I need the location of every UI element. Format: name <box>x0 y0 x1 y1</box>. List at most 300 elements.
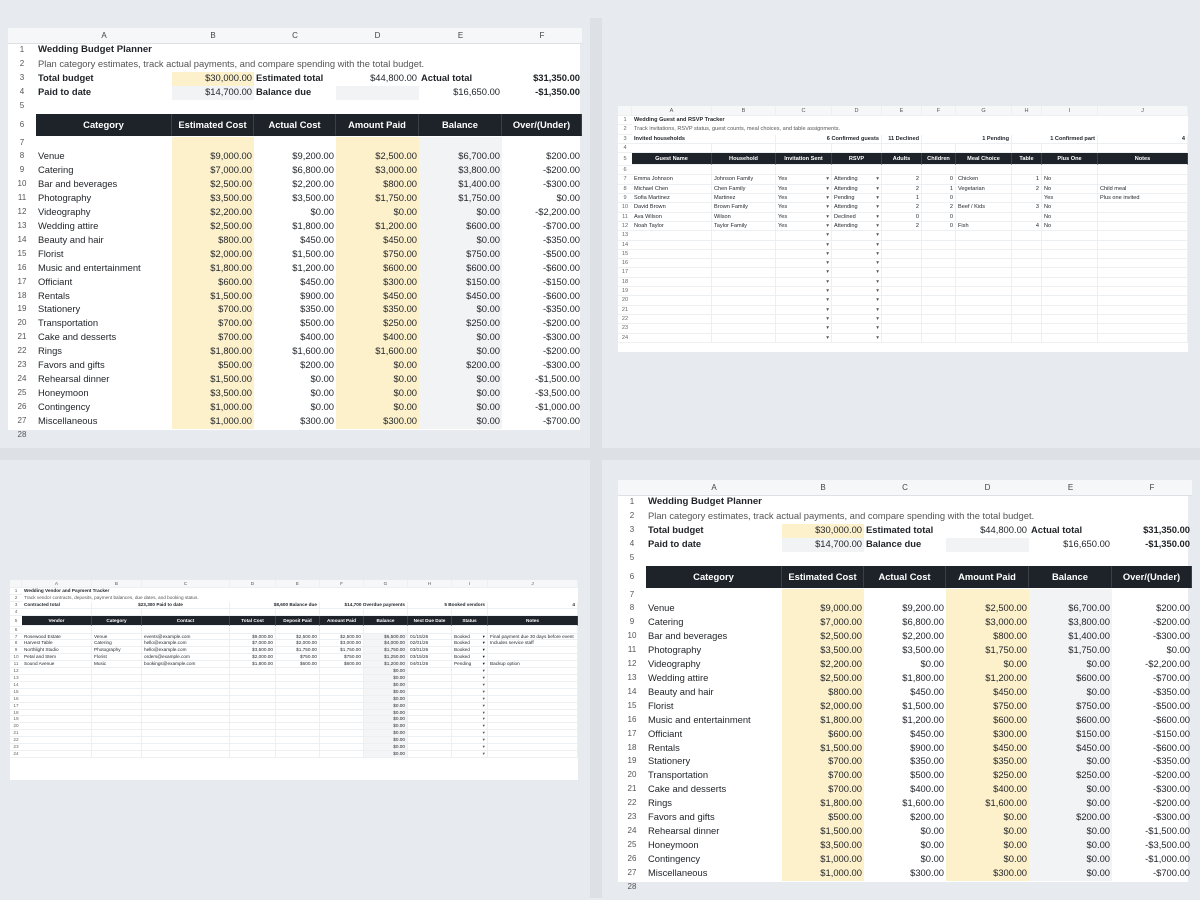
amount-paid-cell[interactable]: $1,200.00 <box>336 220 419 234</box>
balance-cell[interactable]: $1,400.00 <box>1029 630 1112 644</box>
vendor-cell[interactable]: Harvest Table <box>22 640 92 647</box>
cell[interactable] <box>956 296 1012 305</box>
summary-count[interactable]: 4 <box>488 602 578 609</box>
cell[interactable] <box>1098 166 1188 175</box>
cell[interactable] <box>712 287 776 296</box>
cell[interactable] <box>882 144 922 153</box>
cell[interactable] <box>956 241 1012 250</box>
guest-cell[interactable]: Taylor Family <box>712 222 776 231</box>
actual-cost-cell[interactable]: $6,800.00 <box>292 164 334 176</box>
cell[interactable] <box>452 689 488 696</box>
actual-cost-cell[interactable]: $200.00 <box>300 359 334 371</box>
sheet-subtitle[interactable]: Track invitations, RSVP status, guest counts, meal choices, and table assignments. <box>634 126 841 133</box>
cell[interactable] <box>142 609 230 616</box>
column-header-d[interactable]: D <box>230 580 276 588</box>
cell[interactable] <box>408 710 452 717</box>
cell[interactable] <box>22 609 92 616</box>
cell[interactable] <box>502 100 582 114</box>
summary-count[interactable]: 4 <box>1098 135 1188 144</box>
guest-cell[interactable] <box>1098 203 1188 212</box>
cell[interactable] <box>320 716 364 723</box>
guest-cell[interactable]: Vegetarian <box>956 185 1012 194</box>
balance-cell[interactable]: $0.00 <box>1029 783 1112 797</box>
balance-cell[interactable]: $1,750.00 <box>1029 644 1112 658</box>
dropdown-arrow-icon[interactable]: ▾ <box>876 325 879 332</box>
cell[interactable] <box>488 627 578 634</box>
category-cell[interactable]: Catering <box>648 616 684 628</box>
amount-paid-cell[interactable]: $0.00 <box>336 373 419 387</box>
amount-paid-cell[interactable]: $0.00 <box>946 825 1029 839</box>
balance-cell[interactable]: $150.00 <box>1029 728 1112 742</box>
vendor-cell[interactable]: Booked ▾ <box>452 647 488 654</box>
cell[interactable] <box>776 231 832 240</box>
cell[interactable] <box>1012 231 1042 240</box>
balance-cell[interactable]: $750.00 <box>1029 700 1112 714</box>
table-header-amount-paid[interactable]: Amount Paid <box>946 566 1029 588</box>
dropdown-arrow-icon[interactable]: ▾ <box>876 278 879 285</box>
paid-to-date-value[interactable]: $14,700.00 <box>172 86 254 100</box>
column-header-d[interactable]: D <box>832 106 882 116</box>
cell[interactable] <box>712 259 776 268</box>
cell[interactable] <box>956 287 1012 296</box>
cell[interactable] <box>142 723 230 730</box>
dropdown-arrow-icon[interactable]: ▾ <box>876 185 879 192</box>
guest-cell[interactable]: Attending ▾ <box>832 203 882 212</box>
vendor-cell[interactable]: $600.00 <box>320 661 364 668</box>
cell[interactable] <box>776 144 832 153</box>
amount-paid-cell[interactable]: $0.00 <box>946 658 1029 672</box>
sheet-title[interactable]: Wedding Vendor and Payment Tracker <box>24 588 110 593</box>
dropdown-arrow-icon[interactable]: ▾ <box>876 260 879 267</box>
cell[interactable] <box>142 730 230 737</box>
cell[interactable] <box>142 744 230 751</box>
cell[interactable] <box>488 703 578 710</box>
dropdown-arrow-icon[interactable]: ▾ <box>482 695 485 701</box>
table-header-next-due-date[interactable]: Next Due Date <box>408 616 452 626</box>
cell[interactable] <box>632 250 712 259</box>
cell[interactable] <box>36 100 172 114</box>
dropdown-arrow-icon[interactable]: ▾ <box>876 222 879 229</box>
cell[interactable] <box>336 86 419 100</box>
summary-label[interactable]: Invited households <box>632 135 776 144</box>
category-cell[interactable]: Videography <box>38 206 91 218</box>
category-cell[interactable]: Bar and beverages <box>648 630 728 642</box>
guest-cell[interactable]: No <box>1042 203 1098 212</box>
amount-paid-cell[interactable]: $1,600.00 <box>336 345 419 359</box>
balance-cell[interactable]: $0.00 <box>419 303 502 317</box>
dropdown-arrow-icon[interactable]: ▾ <box>482 750 485 756</box>
category-cell[interactable]: Stationery <box>38 303 81 315</box>
cell[interactable] <box>36 429 172 443</box>
guest-cell[interactable] <box>1012 194 1042 203</box>
guest-cell[interactable]: 2 <box>882 203 922 212</box>
vendor-cell[interactable]: $750.00 <box>276 654 320 661</box>
estimated-cost-cell[interactable]: $9,000.00 <box>172 150 254 164</box>
cell[interactable] <box>1112 496 1192 510</box>
balance-cell[interactable]: $0.00 <box>419 234 502 248</box>
estimated-cost-cell[interactable]: $800.00 <box>172 234 254 248</box>
category-cell[interactable]: Beauty and hair <box>648 685 714 697</box>
dropdown-arrow-icon[interactable]: ▾ <box>482 730 485 736</box>
guest-cell[interactable]: 0 <box>922 213 956 222</box>
dropdown-arrow-icon[interactable]: ▾ <box>482 702 485 708</box>
cell[interactable] <box>832 144 882 153</box>
actual-cost-cell[interactable]: $900.00 <box>910 741 944 753</box>
cell[interactable] <box>320 710 364 717</box>
vendor-cell[interactable]: $1,250.00 <box>364 654 408 661</box>
guest-cell[interactable] <box>1098 222 1188 231</box>
guest-cell[interactable]: Wilson <box>712 213 776 222</box>
category-cell[interactable]: Videography <box>648 658 701 670</box>
amount-paid-cell[interactable]: $300.00 <box>336 276 419 290</box>
cell[interactable] <box>142 703 230 710</box>
amount-paid-cell[interactable]: $600.00 <box>946 714 1029 728</box>
guest-cell[interactable]: 3 <box>1012 203 1042 212</box>
dropdown-arrow-icon[interactable]: ▾ <box>876 306 879 313</box>
column-header-a[interactable]: A <box>22 580 92 588</box>
cell[interactable] <box>832 315 882 324</box>
amount-paid-cell[interactable]: $450.00 <box>946 686 1029 700</box>
cell[interactable] <box>922 250 956 259</box>
balance-cell[interactable]: $200.00 <box>419 359 502 373</box>
estimated-cost-cell[interactable]: $700.00 <box>782 783 864 797</box>
cell[interactable] <box>488 710 578 717</box>
cell[interactable] <box>1012 296 1042 305</box>
cell[interactable] <box>22 668 92 675</box>
amount-paid-cell[interactable]: $0.00 <box>336 387 419 401</box>
column-header-j[interactable]: J <box>488 580 578 588</box>
dropdown-arrow-icon[interactable]: ▾ <box>876 241 879 248</box>
sheet-subtitle[interactable]: Plan category estimates, track actual payments, and compare spending with the total budget. <box>38 57 425 69</box>
actual-cost-cell[interactable]: $450.00 <box>910 727 944 739</box>
actual-cost-cell[interactable]: $3,500.00 <box>902 644 944 656</box>
category-cell[interactable]: Wedding attire <box>648 671 709 683</box>
cell[interactable] <box>1029 589 1112 603</box>
over-under-cell[interactable]: $0.00 <box>556 192 580 204</box>
column-header-c[interactable]: C <box>142 580 230 588</box>
cell[interactable] <box>419 44 502 58</box>
vendor-cell[interactable]: $2,500.00 <box>320 634 364 641</box>
vendor-cell[interactable]: bookings@example.com <box>142 661 230 668</box>
cell[interactable] <box>22 737 92 744</box>
cell[interactable] <box>408 675 452 682</box>
cell[interactable] <box>864 552 946 566</box>
balance-cell[interactable]: $0.00 <box>419 345 502 359</box>
estimated-cost-cell[interactable]: $700.00 <box>782 769 864 783</box>
amount-paid-cell[interactable]: $350.00 <box>336 303 419 317</box>
summary-partial[interactable]: 1 Confirmed part <box>1012 135 1098 144</box>
balance-cell[interactable]: $1,750.00 <box>419 192 502 206</box>
cell[interactable] <box>92 716 142 723</box>
balance-cell[interactable]: $0.00 <box>1029 839 1112 853</box>
category-cell[interactable]: Rentals <box>648 741 680 753</box>
table-header-category[interactable]: Category <box>646 566 782 588</box>
cell[interactable] <box>276 737 320 744</box>
cell[interactable] <box>336 100 419 114</box>
vendor-cell[interactable]: $1,750.00 <box>320 647 364 654</box>
column-header-c[interactable]: C <box>254 28 336 44</box>
cell[interactable] <box>882 268 922 277</box>
guest-cell[interactable]: Martinez <box>712 194 776 203</box>
actual-cost-cell[interactable]: $300.00 <box>300 414 334 426</box>
guest-cell[interactable] <box>956 213 1012 222</box>
cell[interactable] <box>832 334 882 343</box>
cell[interactable] <box>22 675 92 682</box>
vendor-cell[interactable]: hello@example.com <box>142 640 230 647</box>
estimated-cost-cell[interactable]: $1,000.00 <box>782 853 864 867</box>
cell[interactable] <box>632 306 712 315</box>
guest-cell[interactable]: Fish <box>956 222 1012 231</box>
cell[interactable] <box>956 144 1012 153</box>
cell[interactable] <box>776 268 832 277</box>
estimated-cost-cell[interactable]: $1,000.00 <box>782 867 864 881</box>
cell[interactable] <box>276 609 320 616</box>
category-cell[interactable]: Rehearsal dinner <box>38 372 110 384</box>
column-header-d[interactable]: D <box>336 28 419 44</box>
dropdown-arrow-icon[interactable]: ▾ <box>826 232 829 239</box>
estimated-cost-cell[interactable]: $3,500.00 <box>782 644 864 658</box>
cell[interactable] <box>230 675 276 682</box>
cell[interactable] <box>276 668 320 675</box>
over-under-cell[interactable]: $200.00 <box>546 150 580 162</box>
cell[interactable] <box>92 730 142 737</box>
estimated-cost-cell[interactable]: $1,500.00 <box>782 825 864 839</box>
dropdown-arrow-icon[interactable]: ▾ <box>826 222 829 229</box>
cell[interactable] <box>22 730 92 737</box>
amount-paid-cell[interactable]: $300.00 <box>336 415 419 429</box>
table-header-vendor[interactable]: Vendor <box>22 616 92 626</box>
column-header-a[interactable]: A <box>646 480 782 496</box>
category-cell[interactable]: Favors and gifts <box>38 359 105 371</box>
balance-cell[interactable]: $0.00 <box>364 723 408 730</box>
estimated-cost-cell[interactable]: $3,500.00 <box>782 839 864 853</box>
paid-to-date-label[interactable]: Paid to date <box>38 85 92 97</box>
estimated-total-label[interactable]: Estimated total <box>866 523 934 535</box>
dropdown-arrow-icon[interactable]: ▾ <box>826 269 829 276</box>
category-cell[interactable]: Honeymoon <box>38 386 89 398</box>
vendor-cell[interactable]: 03/15/26 <box>408 654 452 661</box>
guest-cell[interactable]: Attending ▾ <box>832 185 882 194</box>
cell[interactable] <box>142 696 230 703</box>
actual-cost-cell[interactable]: $2,200.00 <box>902 630 944 642</box>
over-under-cell[interactable]: -$350.00 <box>1152 755 1190 767</box>
actual-cost-cell[interactable]: $400.00 <box>910 783 944 795</box>
amount-paid-cell[interactable]: $450.00 <box>336 290 419 304</box>
balance-cell[interactable]: $250.00 <box>419 317 502 331</box>
amount-paid-cell[interactable]: $750.00 <box>946 700 1029 714</box>
balance-cell[interactable]: $750.00 <box>419 248 502 262</box>
cell[interactable] <box>142 627 230 634</box>
guest-cell[interactable]: 0 <box>922 194 956 203</box>
guest-cell[interactable]: Emma Johnson <box>632 175 712 184</box>
vendor-cell[interactable]: Music <box>92 661 142 668</box>
dropdown-arrow-icon[interactable]: ▾ <box>482 737 485 743</box>
cell[interactable] <box>419 137 502 151</box>
summary-pending[interactable]: 1 Pending <box>922 135 1012 144</box>
category-cell[interactable]: Music and entertainment <box>38 261 141 273</box>
estimated-cost-cell[interactable]: $500.00 <box>172 359 254 373</box>
cell[interactable] <box>832 324 882 333</box>
dropdown-arrow-icon[interactable]: ▾ <box>876 334 879 341</box>
cell[interactable] <box>1012 324 1042 333</box>
over-under-cell[interactable]: -$300.00 <box>1152 630 1190 642</box>
estimated-cost-cell[interactable]: $1,000.00 <box>172 415 254 429</box>
vendor-cell[interactable]: Final payment due 30 days before event <box>488 634 578 641</box>
cell[interactable] <box>882 166 922 175</box>
table-header-rsvp[interactable]: RSVP <box>832 153 882 165</box>
over-under-cell[interactable]: -$150.00 <box>542 275 580 287</box>
actual-cost-cell[interactable]: $500.00 <box>910 769 944 781</box>
cell[interactable] <box>230 627 276 634</box>
dropdown-arrow-icon[interactable]: ▾ <box>482 640 485 646</box>
table-header-notes[interactable]: Notes <box>488 616 578 626</box>
cell[interactable] <box>776 241 832 250</box>
cell[interactable] <box>254 137 336 151</box>
estimated-cost-cell[interactable]: $2,200.00 <box>172 206 254 220</box>
amount-paid-cell[interactable]: $750.00 <box>336 248 419 262</box>
amount-paid-cell[interactable]: $0.00 <box>336 401 419 415</box>
dropdown-arrow-icon[interactable]: ▾ <box>482 633 485 639</box>
cell[interactable] <box>92 696 142 703</box>
cell[interactable] <box>882 259 922 268</box>
category-cell[interactable]: Cake and desserts <box>38 331 117 343</box>
cell[interactable] <box>1012 268 1042 277</box>
over-under-cell[interactable]: -$600.00 <box>542 261 580 273</box>
estimated-cost-cell[interactable]: $2,000.00 <box>172 248 254 262</box>
cell[interactable] <box>832 259 882 268</box>
estimated-cost-cell[interactable]: $600.00 <box>172 276 254 290</box>
over-under-cell[interactable]: -$600.00 <box>542 289 580 301</box>
over-under-cell[interactable]: -$600.00 <box>1152 741 1190 753</box>
amount-paid-cell[interactable]: $600.00 <box>336 262 419 276</box>
estimated-total-label[interactable]: Estimated total <box>256 71 324 83</box>
guest-cell[interactable]: Johnson Family <box>712 175 776 184</box>
cell[interactable] <box>488 675 578 682</box>
vendor-cell[interactable]: $2,000.00 <box>230 654 276 661</box>
cell[interactable] <box>1012 278 1042 287</box>
column-header-i[interactable]: I <box>1042 106 1098 116</box>
cell[interactable] <box>276 696 320 703</box>
vendor-cell[interactable]: 02/01/26 <box>408 640 452 647</box>
balance-cell[interactable]: $1,400.00 <box>419 178 502 192</box>
cell[interactable] <box>882 324 922 333</box>
sheet-subtitle[interactable]: Track vendor contracts, deposits, payment balances, due dates, and booking status. <box>24 594 199 600</box>
balance-cell[interactable]: $3,800.00 <box>419 164 502 178</box>
actual-cost-cell[interactable]: $1,200.00 <box>292 261 334 273</box>
cell[interactable] <box>364 627 408 634</box>
over-under-cell[interactable]: -$200.00 <box>542 345 580 357</box>
cell[interactable] <box>488 682 578 689</box>
cell[interactable] <box>320 737 364 744</box>
amount-paid-cell[interactable]: $1,750.00 <box>336 192 419 206</box>
cell[interactable] <box>946 496 1029 510</box>
cell[interactable] <box>230 751 276 758</box>
cell[interactable] <box>22 627 92 634</box>
guest-cell[interactable]: No <box>1042 175 1098 184</box>
cell[interactable] <box>1042 324 1098 333</box>
guest-cell[interactable]: Chen Family <box>712 185 776 194</box>
actual-cost-cell[interactable]: $1,800.00 <box>902 671 944 683</box>
over-under-cell[interactable]: -$200.00 <box>542 317 580 329</box>
actual-cost-cell[interactable]: $300.00 <box>910 866 944 878</box>
actual-total-value[interactable]: $31,350.00 <box>533 71 580 83</box>
dropdown-arrow-icon[interactable]: ▾ <box>826 260 829 267</box>
over-under-cell[interactable]: -$3,500.00 <box>535 386 580 398</box>
cell[interactable] <box>1012 144 1042 153</box>
cell[interactable] <box>832 250 882 259</box>
column-header-f[interactable]: F <box>502 28 582 44</box>
category-cell[interactable]: Rehearsal dinner <box>648 824 720 836</box>
balance-cell[interactable]: $0.00 <box>1029 825 1112 839</box>
cell[interactable] <box>782 881 864 895</box>
guest-cell[interactable]: Brown Family <box>712 203 776 212</box>
balance-cell[interactable]: $0.00 <box>1029 686 1112 700</box>
cell[interactable] <box>832 166 882 175</box>
cell[interactable] <box>452 682 488 689</box>
cell[interactable] <box>1098 268 1188 277</box>
cell[interactable] <box>922 241 956 250</box>
actual-cost-cell[interactable]: $450.00 <box>300 233 334 245</box>
dropdown-arrow-icon[interactable]: ▾ <box>826 288 829 295</box>
estimated-cost-cell[interactable]: $700.00 <box>172 331 254 345</box>
cell[interactable] <box>882 241 922 250</box>
vendor-cell[interactable]: Catering <box>92 640 142 647</box>
cell[interactable] <box>956 324 1012 333</box>
cell[interactable] <box>956 259 1012 268</box>
summary-balance[interactable]: $8,600 Balance due <box>230 602 320 609</box>
cell[interactable] <box>864 496 946 510</box>
amount-paid-cell[interactable]: $250.00 <box>946 769 1029 783</box>
balance-cell[interactable]: $3,800.00 <box>1029 616 1112 630</box>
cell[interactable] <box>1042 315 1098 324</box>
cell[interactable] <box>408 744 452 751</box>
cell[interactable] <box>632 166 712 175</box>
estimated-cost-cell[interactable]: $7,000.00 <box>172 164 254 178</box>
paid-to-date-value[interactable]: $14,700.00 <box>782 538 864 552</box>
estimated-cost-cell[interactable]: $1,500.00 <box>172 373 254 387</box>
cell[interactable] <box>1098 241 1188 250</box>
actual-total-label[interactable]: Actual total <box>421 71 473 83</box>
balance-due-value[interactable]: $16,650.00 <box>453 85 500 97</box>
estimated-cost-cell[interactable]: $600.00 <box>782 728 864 742</box>
cell[interactable] <box>142 682 230 689</box>
guest-cell[interactable]: 1 <box>882 194 922 203</box>
actual-cost-cell[interactable]: $0.00 <box>920 838 944 850</box>
balance-cell[interactable]: $600.00 <box>1029 714 1112 728</box>
cell[interactable] <box>172 137 254 151</box>
actual-cost-cell[interactable]: $0.00 <box>920 658 944 670</box>
category-cell[interactable]: Catering <box>38 164 74 176</box>
vendor-cell[interactable]: hello@example.com <box>142 647 230 654</box>
amount-paid-cell[interactable]: $1,200.00 <box>946 672 1029 686</box>
guest-cell[interactable]: No <box>1042 185 1098 194</box>
cell[interactable] <box>782 552 864 566</box>
cell[interactable] <box>230 682 276 689</box>
over-under-cell[interactable]: -$300.00 <box>542 178 580 190</box>
cell[interactable] <box>172 100 254 114</box>
balance-cell[interactable]: $0.00 <box>364 737 408 744</box>
cell[interactable] <box>452 737 488 744</box>
dropdown-arrow-icon[interactable]: ▾ <box>482 716 485 722</box>
estimated-cost-cell[interactable]: $2,500.00 <box>782 672 864 686</box>
balance-cell[interactable]: $0.00 <box>364 744 408 751</box>
vendor-cell[interactable]: $3,500.00 <box>230 647 276 654</box>
cell[interactable] <box>254 429 336 443</box>
cell[interactable] <box>452 696 488 703</box>
actual-cost-cell[interactable]: $200.00 <box>910 811 944 823</box>
actual-cost-cell[interactable]: $350.00 <box>300 303 334 315</box>
actual-cost-cell[interactable]: $1,500.00 <box>902 699 944 711</box>
